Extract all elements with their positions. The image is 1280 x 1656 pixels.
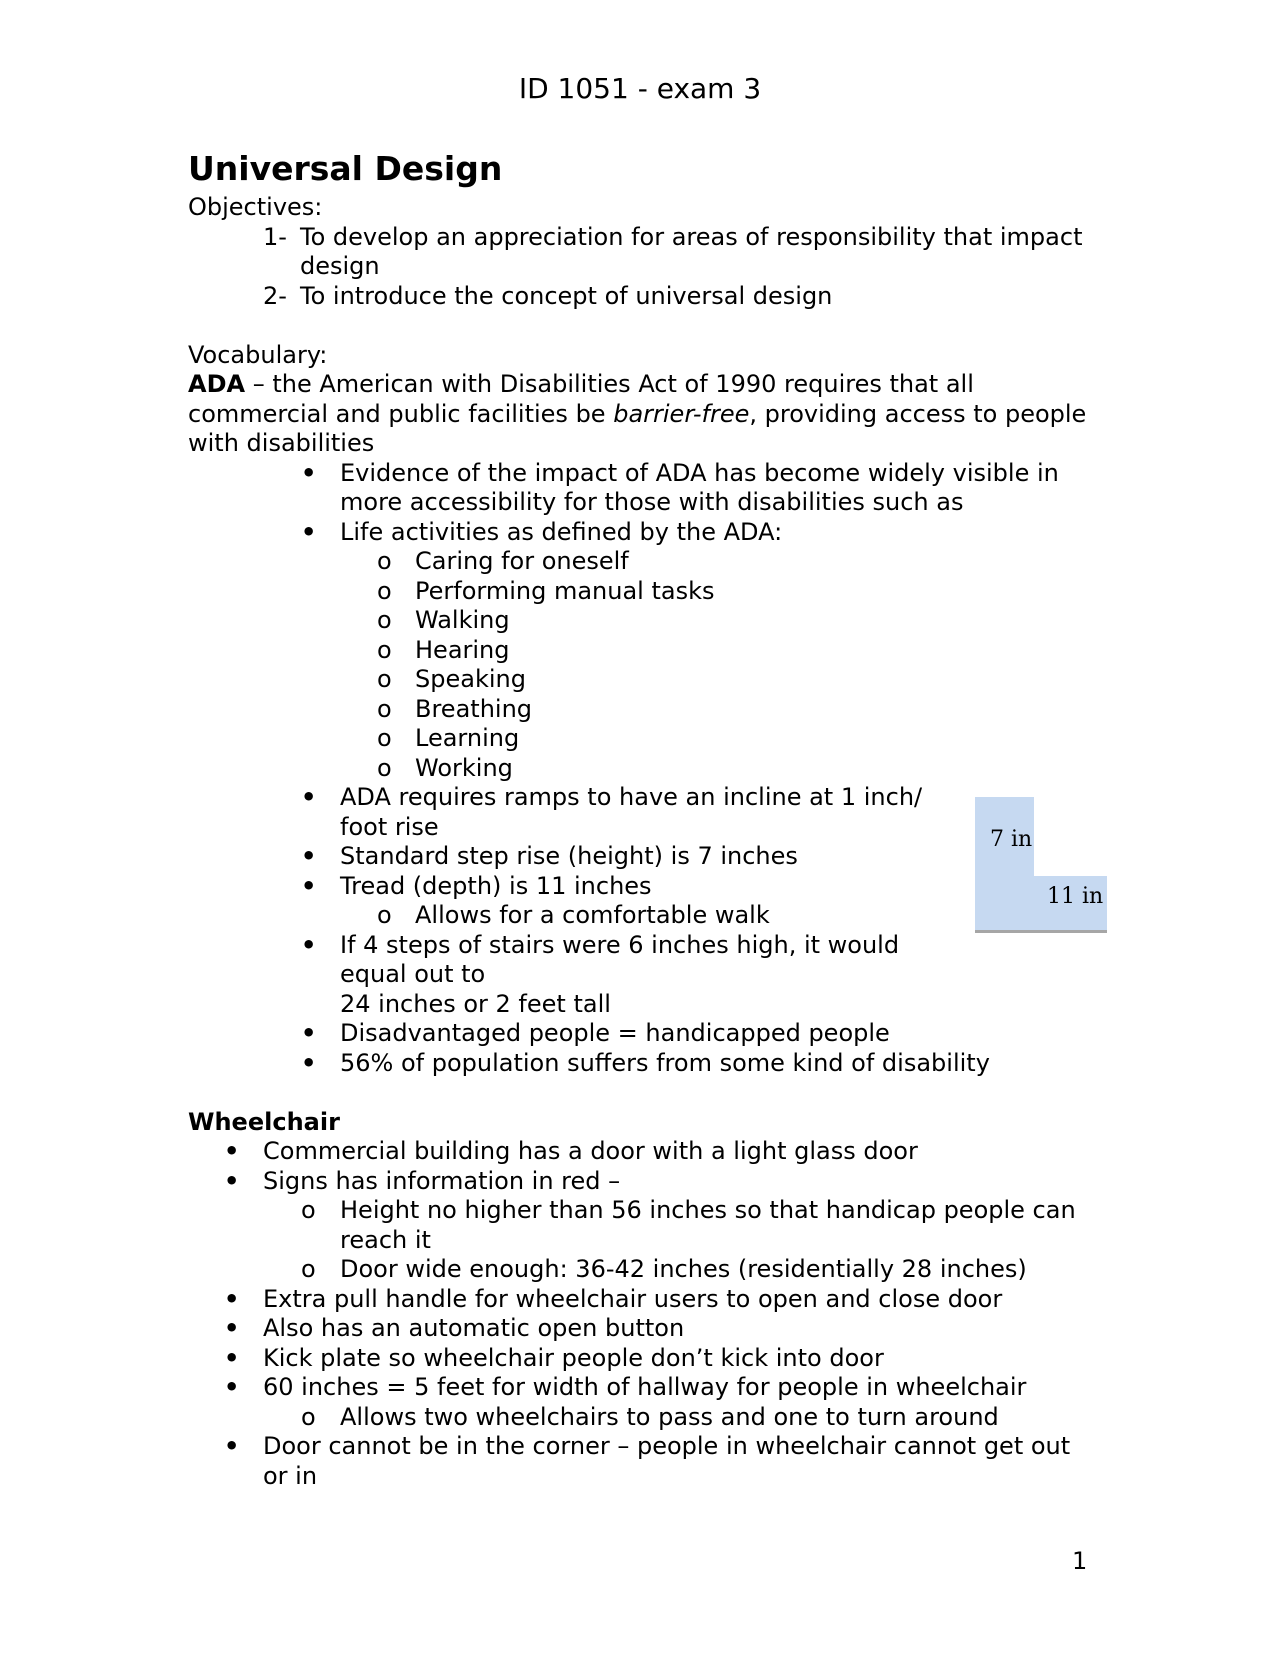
list-item — [188, 1373, 1088, 1432]
list-item: o Walking — [188, 606, 1088, 636]
list-item: o Learning — [188, 724, 1088, 754]
stair-step-diagram — [975, 797, 1107, 933]
signs-sub-list — [263, 1196, 1088, 1285]
list-item-text: Signs has information in red – — [263, 1166, 621, 1195]
wheelchair-heading: Wheelchair — [188, 1107, 340, 1136]
list-item: • Door cannot be in the corner – people in wheelchair cannot get out or in — [188, 1432, 1088, 1491]
tread-sub-list — [340, 901, 928, 931]
list-item — [188, 223, 1088, 282]
list-item: o Hearing — [188, 636, 1088, 666]
list-item: • ADA requires ramps to have an incline at 1 inch/ foot rise — [188, 783, 1088, 842]
list-item: o Allows for a comfortable walk — [188, 901, 928, 931]
tread-label: 11 in — [1047, 884, 1104, 909]
list-item-text: 60 inches = 5 feet for width of hallway for people in wheelchair — [263, 1373, 1027, 1401]
list-number: 1- — [263, 222, 287, 251]
list-item: o Door wide enough: 36-42 inches (residentially 28 inches) — [263, 1255, 1088, 1285]
list-item-text: If 4 steps of stairs were 6 inches high, it would equal out to — [340, 930, 900, 988]
list-item: • 56% of population suffers from some kind of disability — [188, 1049, 1088, 1079]
ada-term: ADA — [188, 370, 246, 398]
document-header — [0, 72, 1280, 105]
list-item: o Performing manual tasks — [188, 577, 1088, 607]
list-item — [188, 518, 1088, 784]
page-number: 1 — [1072, 1547, 1088, 1575]
list-item — [188, 872, 1088, 931]
ada-bullet-list-end — [188, 1019, 1088, 1078]
list-item: o Speaking — [188, 665, 1088, 695]
list-item — [188, 1167, 1088, 1285]
vocabulary-label: Vocabulary: — [188, 340, 328, 369]
list-item: • Disadvantaged people = handicapped people — [188, 1019, 1088, 1049]
objectives-list — [188, 223, 1088, 312]
ada-def-italic: barrier-free — [613, 399, 750, 428]
list-item-text: Tread (depth) is 11 inches — [340, 871, 652, 900]
list-item-text: Life activities as defined by the ADA: — [340, 517, 783, 546]
list-item — [188, 931, 1088, 1020]
ada-definition — [188, 370, 1088, 459]
list-number: 2- — [263, 281, 287, 310]
list-item — [188, 282, 1088, 312]
life-activities-list — [340, 547, 1088, 783]
document-body — [188, 150, 1088, 1491]
list-item: o Allows two wheelchairs to pass and one to turn around — [263, 1403, 1088, 1433]
rise-label: 7 in — [990, 827, 1033, 852]
ada-def-part1: – the American with Disabilities Act of 1990 requires that all commercial and public facilities be — [188, 370, 974, 428]
list-item: o Caring for oneself — [188, 547, 1088, 577]
step-riser-shape — [975, 797, 1034, 930]
wheelchair-list — [188, 1137, 1088, 1491]
hallway-sub-list — [263, 1403, 1088, 1433]
ada-def-part2: , providing access to people with disabilities — [188, 399, 1087, 457]
section-title: Universal Design — [188, 149, 503, 188]
objectives-label: Objectives: — [188, 193, 323, 221]
list-item: o Height no higher than 56 inches so that handicap people can reach it — [263, 1196, 1088, 1255]
list-item: • Standard step rise (height) is 7 inches — [188, 842, 1088, 872]
list-item: • Kick plate so wheelchair people don’t kick into door — [188, 1344, 1088, 1374]
step-base-line — [975, 930, 1107, 933]
ada-bullet-list-continued — [188, 783, 1088, 1019]
list-item: • Extra pull handle for wheelchair users to open and close door — [188, 1285, 1088, 1315]
list-item-text: To develop an appreciation for areas of responsibility that impact design — [300, 222, 1083, 280]
list-item: o Working — [188, 754, 1088, 784]
ada-bullet-list — [188, 459, 1088, 784]
list-item: • Also has an automatic open button — [188, 1314, 1088, 1344]
list-item-text: 24 inches or 2 feet tall — [340, 989, 611, 1018]
header-title: ID 1051 - exam 3 — [518, 72, 762, 105]
list-item-text: To introduce the concept of universal design — [300, 281, 833, 310]
list-item: • Commercial building has a door with a light glass door — [188, 1137, 1088, 1167]
list-item: • Evidence of the impact of ADA has become widely visible in more accessibility for those with disabilities such as — [188, 459, 1088, 518]
list-item: o Breathing — [188, 695, 1088, 725]
